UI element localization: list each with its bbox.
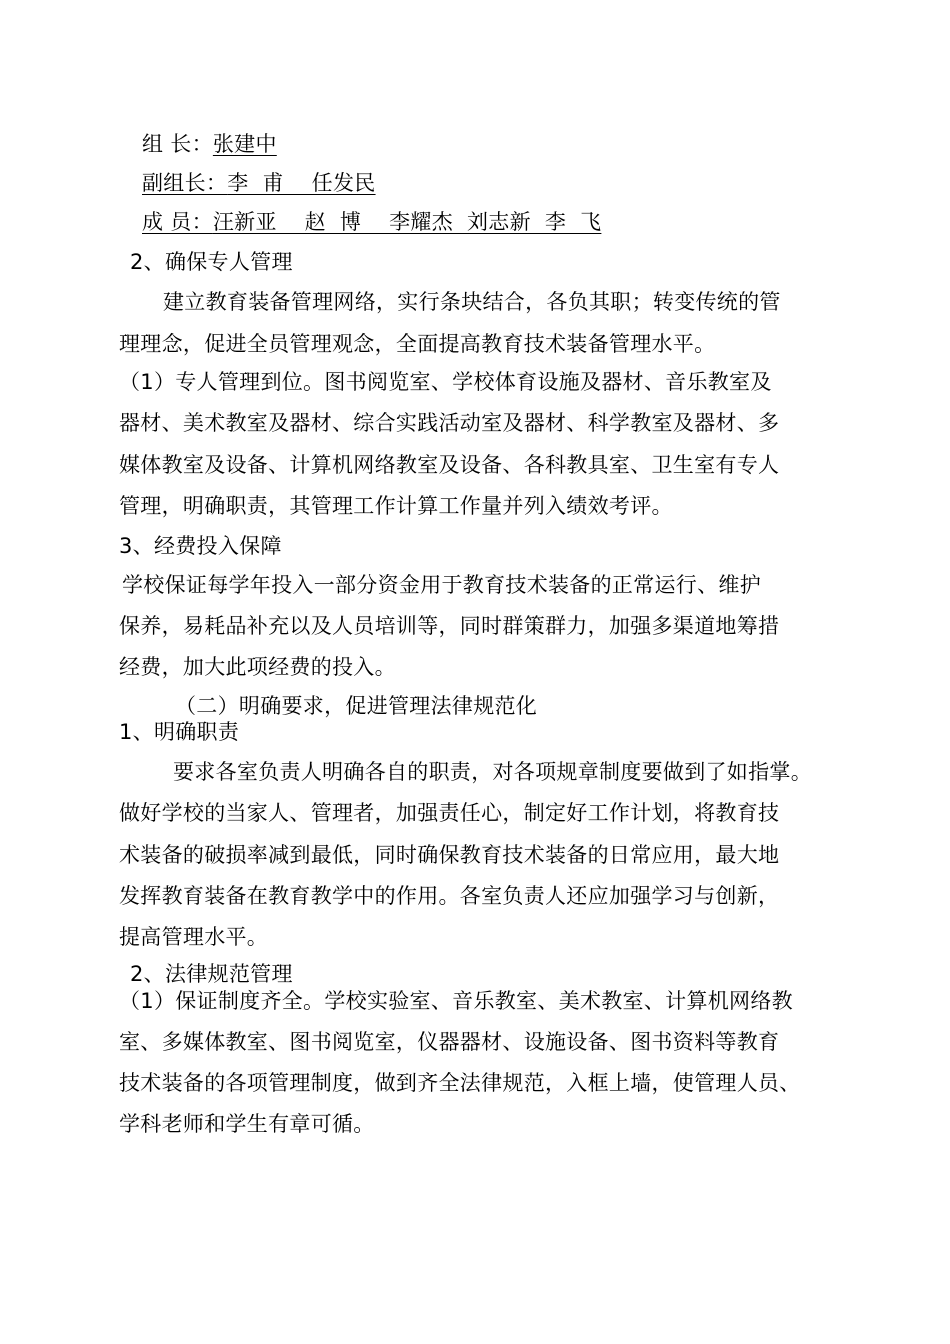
paragraph-line: 做好学校的当家人、管理者，加强责任心，制定好工作计划，将教育技 [119, 801, 780, 825]
members-label: 成 员： [142, 210, 213, 234]
paragraph-line: 媒体教室及设备、计算机网络教室及设备、各科教具室、卫生室有专人 [119, 453, 780, 477]
paragraph-line: 发挥教育装备在教育教学中的作用。各室负责人还应加强学习与创新， [119, 884, 780, 908]
paragraph-line: 要求各室负责人明确各自的职责，对各项规章制度要做到了如指掌。 [173, 760, 812, 784]
paragraph-line: （1）保证制度齐全。学校实验室、音乐教室、美术教室、计算机网络教 [119, 989, 793, 1013]
section-heading-law: 2、法律规范管理 [130, 962, 293, 986]
paragraph-line: 术装备的破损率减到最低，同时确保教育技术装备的日常应用，最大地 [119, 843, 780, 867]
leader-name: 张建中 [212, 132, 277, 156]
paragraph-line: 管理，明确职责，其管理工作计算工作量并列入绩效考评。 [119, 494, 673, 518]
deputy-label: 副组长： [142, 171, 228, 195]
paragraph-line: 保养，易耗品补充以及人员培训等，同时群策群力，加强多渠道地筹措 [119, 614, 780, 638]
paragraph-line: 器材、美术教室及器材、综合实践活动室及器材、科学教室及器材、多 [119, 411, 780, 435]
paragraph-line: 技术装备的各项管理制度，做到齐全法律规范，入框上墙，使管理人员、 [119, 1071, 801, 1095]
paragraph-line: 经费，加大此项经费的投入。 [119, 655, 396, 679]
deputy-line [142, 173, 376, 194]
part-two-heading: （二）明确要求，促进管理法律规范化 [175, 694, 538, 718]
paragraph-line: 学校保证每学年投入一部分资金用于教育技术装备的正常运行、维护 [122, 573, 761, 597]
section-heading-staff: 2、确保专人管理 [130, 250, 293, 274]
members-names: 汪新亚 赵 博 李耀杰 刘志新 李 飞 [212, 210, 602, 234]
paragraph-line: 提高管理水平。 [119, 925, 269, 949]
paragraph-line: 理理念，促进全员管理观念，全面提高教育技术装备管理水平。 [119, 332, 716, 356]
section-heading-funding: 3、经费投入保障 [119, 534, 282, 558]
members-line [142, 212, 601, 233]
paragraph-line: 建立教育装备管理网络，实行条块结合，各负其职；转变传统的管 [163, 290, 781, 314]
leader-label: 组 长： [142, 132, 213, 156]
paragraph-line: （1）专人管理到位。图书阅览室、学校体育设施及器材、音乐教室及 [119, 370, 772, 394]
section-heading-duty: 1、明确职责 [119, 720, 240, 744]
paragraph-line: 学科老师和学生有章可循。 [119, 1112, 375, 1136]
deputy-names: 李 甫 任发民 [227, 171, 376, 195]
leader-line [142, 134, 277, 155]
paragraph-line: 室、多媒体教室、图书阅览室，仪器器材、设施设备、图书资料等教育 [119, 1030, 780, 1054]
